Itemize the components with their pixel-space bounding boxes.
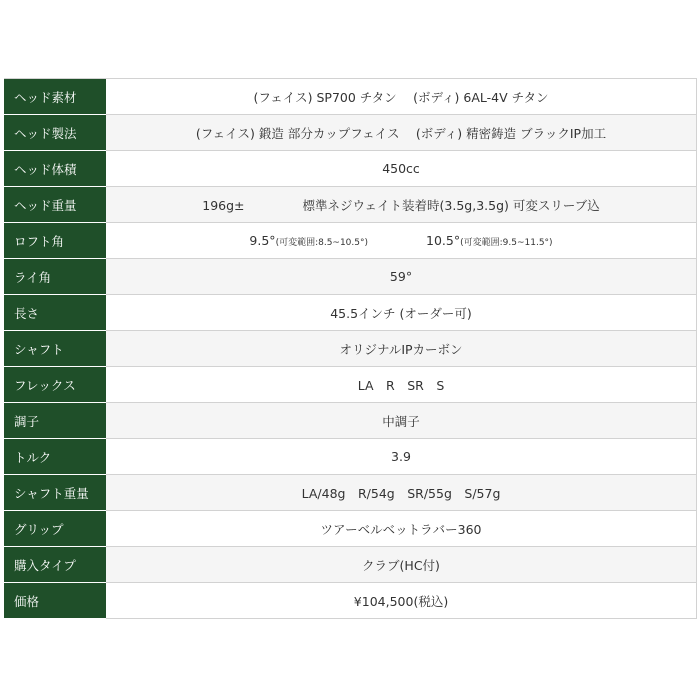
spec-label: シャフト重量 — [4, 475, 106, 511]
spec-table — [4, 78, 697, 619]
spec-value: LA/48g R/54g SR/55g S/57g — [106, 475, 697, 511]
spec-row-head-weight — [4, 187, 697, 223]
spec-label: ヘッド製法 — [4, 115, 106, 151]
spec-value: (フェイス) SP700 チタン (ボディ) 6AL-4V チタン — [106, 79, 697, 115]
spec-value: 中調子 — [106, 403, 697, 439]
loft-a-value: 9.5° — [249, 233, 276, 248]
spec-row-price — [4, 583, 697, 619]
spec-row-purchase-type — [4, 547, 697, 583]
spec-value: (フェイス) 鍛造 部分カップフェイス (ボディ) 精密鋳造 ブラックIP加工 — [106, 115, 697, 151]
spec-label: ヘッド体積 — [4, 151, 106, 187]
loft-b-range: (可変範囲:9.5~11.5°) — [460, 238, 553, 248]
spec-value: オリジナルIPカーボン — [106, 331, 697, 367]
spec-label: グリップ — [4, 511, 106, 547]
head-weight-value: 196g± — [202, 197, 245, 213]
spec-row-kick-point — [4, 403, 697, 439]
spec-row-torque — [4, 439, 697, 475]
spec-value: ツアーベルベットラバー360 — [106, 511, 697, 547]
spec-row-length — [4, 295, 697, 331]
spec-value: 59° — [106, 259, 697, 295]
loft-option-a — [249, 233, 368, 248]
spec-value: 3.9 — [106, 439, 697, 475]
head-weight-note: 標準ネジウェイト装着時(3.5g,3.5g) 可変スリーブ込 — [302, 197, 600, 213]
spec-value: クラブ(HC付) — [106, 547, 697, 583]
spec-label: 購入タイプ — [4, 547, 106, 583]
spec-row-head-material — [4, 79, 697, 115]
loft-option-b — [426, 233, 553, 248]
spec-row-head-manufacturing — [4, 115, 697, 151]
spec-value: ¥104,500(税込) — [106, 583, 697, 619]
spec-value: 450cc — [106, 151, 697, 187]
spec-row-shaft-weight — [4, 475, 697, 511]
spec-row-head-volume — [4, 151, 697, 187]
spec-label: 価格 — [4, 583, 106, 619]
spec-value — [106, 187, 697, 223]
spec-value — [106, 223, 697, 259]
spec-label: フレックス — [4, 367, 106, 403]
spec-label: トルク — [4, 439, 106, 475]
spec-row-shaft — [4, 331, 697, 367]
spec-label: 調子 — [4, 403, 106, 439]
loft-b-value: 10.5° — [426, 233, 461, 248]
spec-label: ヘッド素材 — [4, 79, 106, 115]
spec-label: シャフト — [4, 331, 106, 367]
spec-value: 45.5インチ (オーダー可) — [106, 295, 697, 331]
spec-label: 長さ — [4, 295, 106, 331]
spec-label: ライ角 — [4, 259, 106, 295]
loft-a-range: (可変範囲:8.5~10.5°) — [275, 238, 369, 248]
spec-row-flex — [4, 367, 697, 403]
spec-label: ロフト角 — [4, 223, 106, 259]
spec-row-lie-angle — [4, 259, 697, 295]
spec-value: LA R SR S — [106, 367, 697, 403]
spec-label: ヘッド重量 — [4, 187, 106, 223]
spec-row-loft — [4, 223, 697, 259]
spec-row-grip — [4, 511, 697, 547]
